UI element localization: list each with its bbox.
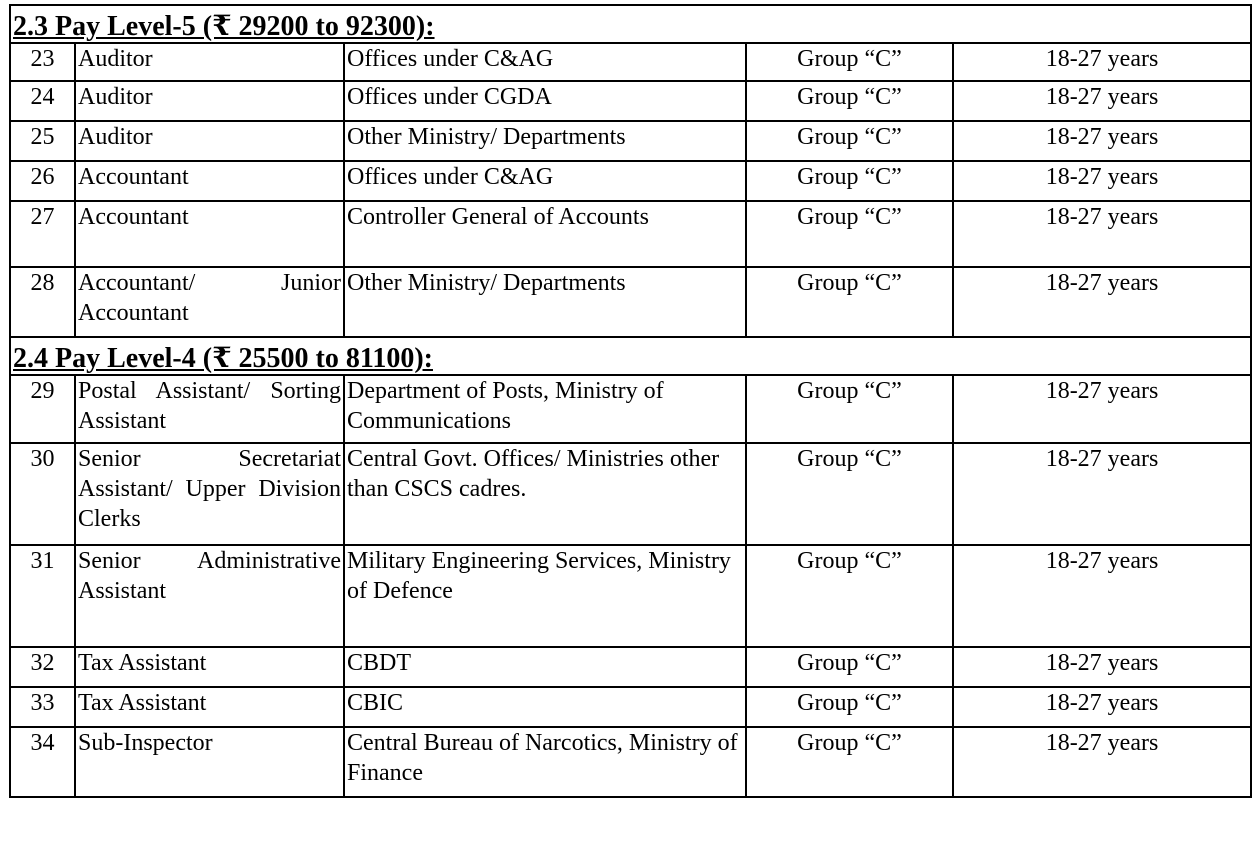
group-classification-cell: Group “C” <box>746 545 953 647</box>
ministry-office-cell: Central Govt. Offices/ Ministries other than CSCS cadres. <box>344 443 746 545</box>
section-heading: 2.4 Pay Level-4 (₹ 25500 to 81100): <box>10 337 1251 375</box>
table-row <box>10 201 1251 267</box>
table-row <box>10 687 1251 727</box>
group-classification-cell: Group “C” <box>746 687 953 727</box>
section-heading-row <box>10 5 1251 43</box>
table-row <box>10 267 1251 337</box>
group-classification-cell: Group “C” <box>746 267 953 337</box>
age-limit-cell: 18-27 years <box>953 121 1251 161</box>
age-limit-cell: 18-27 years <box>953 647 1251 687</box>
group-classification-cell: Group “C” <box>746 647 953 687</box>
ministry-office-cell: CBDT <box>344 647 746 687</box>
post-name-cell: Auditor <box>75 43 344 81</box>
age-limit-cell: 18-27 years <box>953 43 1251 81</box>
table-row <box>10 375 1251 443</box>
post-name-cell: Accountant <box>75 161 344 201</box>
table-row <box>10 727 1251 797</box>
serial-number-cell: 26 <box>10 161 75 201</box>
post-name-cell: Sub-Inspector <box>75 727 344 797</box>
age-limit-cell: 18-27 years <box>953 267 1251 337</box>
ministry-office-cell: Controller General of Accounts <box>344 201 746 267</box>
serial-number-cell: 24 <box>10 81 75 121</box>
post-name-cell: Senior Secretariat Assistant/ Upper Division Clerks <box>75 443 344 545</box>
group-classification-cell: Group “C” <box>746 81 953 121</box>
posts-document <box>9 4 1250 798</box>
group-classification-cell: Group “C” <box>746 375 953 443</box>
posts-table-body <box>10 5 1251 797</box>
age-limit-cell: 18-27 years <box>953 375 1251 443</box>
group-classification-cell: Group “C” <box>746 201 953 267</box>
age-limit-cell: 18-27 years <box>953 201 1251 267</box>
group-classification-cell: Group “C” <box>746 121 953 161</box>
age-limit-cell: 18-27 years <box>953 81 1251 121</box>
age-limit-cell: 18-27 years <box>953 545 1251 647</box>
ministry-office-cell: Military Engineering Services, Ministry of Defence <box>344 545 746 647</box>
serial-number-cell: 31 <box>10 545 75 647</box>
section-heading: 2.3 Pay Level-5 (₹ 29200 to 92300): <box>10 5 1251 43</box>
ministry-office-cell: Offices under CGDA <box>344 81 746 121</box>
post-name-cell: Tax Assistant <box>75 687 344 727</box>
serial-number-cell: 32 <box>10 647 75 687</box>
group-classification-cell: Group “C” <box>746 161 953 201</box>
group-classification-cell: Group “C” <box>746 727 953 797</box>
table-row <box>10 545 1251 647</box>
serial-number-cell: 33 <box>10 687 75 727</box>
post-name-cell: Auditor <box>75 121 344 161</box>
ministry-office-cell: Offices under C&AG <box>344 43 746 81</box>
table-row <box>10 81 1251 121</box>
table-row <box>10 443 1251 545</box>
serial-number-cell: 28 <box>10 267 75 337</box>
group-classification-cell: Group “C” <box>746 443 953 545</box>
group-classification-cell: Group “C” <box>746 43 953 81</box>
age-limit-cell: 18-27 years <box>953 727 1251 797</box>
post-name-cell: Tax Assistant <box>75 647 344 687</box>
table-row <box>10 161 1251 201</box>
serial-number-cell: 27 <box>10 201 75 267</box>
posts-table <box>9 4 1252 798</box>
ministry-office-cell: Central Bureau of Narcotics, Ministry of Finance <box>344 727 746 797</box>
ministry-office-cell: Other Ministry/ Departments <box>344 121 746 161</box>
post-name-cell: Auditor <box>75 81 344 121</box>
table-row <box>10 121 1251 161</box>
post-name-cell: Accountant/ Junior Accountant <box>75 267 344 337</box>
serial-number-cell: 30 <box>10 443 75 545</box>
age-limit-cell: 18-27 years <box>953 161 1251 201</box>
ministry-office-cell: Offices under C&AG <box>344 161 746 201</box>
post-name-cell: Postal Assistant/ Sorting Assistant <box>75 375 344 443</box>
ministry-office-cell: CBIC <box>344 687 746 727</box>
table-row <box>10 43 1251 81</box>
table-row <box>10 647 1251 687</box>
ministry-office-cell: Department of Posts, Ministry of Communications <box>344 375 746 443</box>
section-heading-row <box>10 337 1251 375</box>
age-limit-cell: 18-27 years <box>953 687 1251 727</box>
serial-number-cell: 25 <box>10 121 75 161</box>
serial-number-cell: 23 <box>10 43 75 81</box>
post-name-cell: Accountant <box>75 201 344 267</box>
serial-number-cell: 29 <box>10 375 75 443</box>
ministry-office-cell: Other Ministry/ Departments <box>344 267 746 337</box>
serial-number-cell: 34 <box>10 727 75 797</box>
age-limit-cell: 18-27 years <box>953 443 1251 545</box>
post-name-cell: Senior Administrative Assistant <box>75 545 344 647</box>
